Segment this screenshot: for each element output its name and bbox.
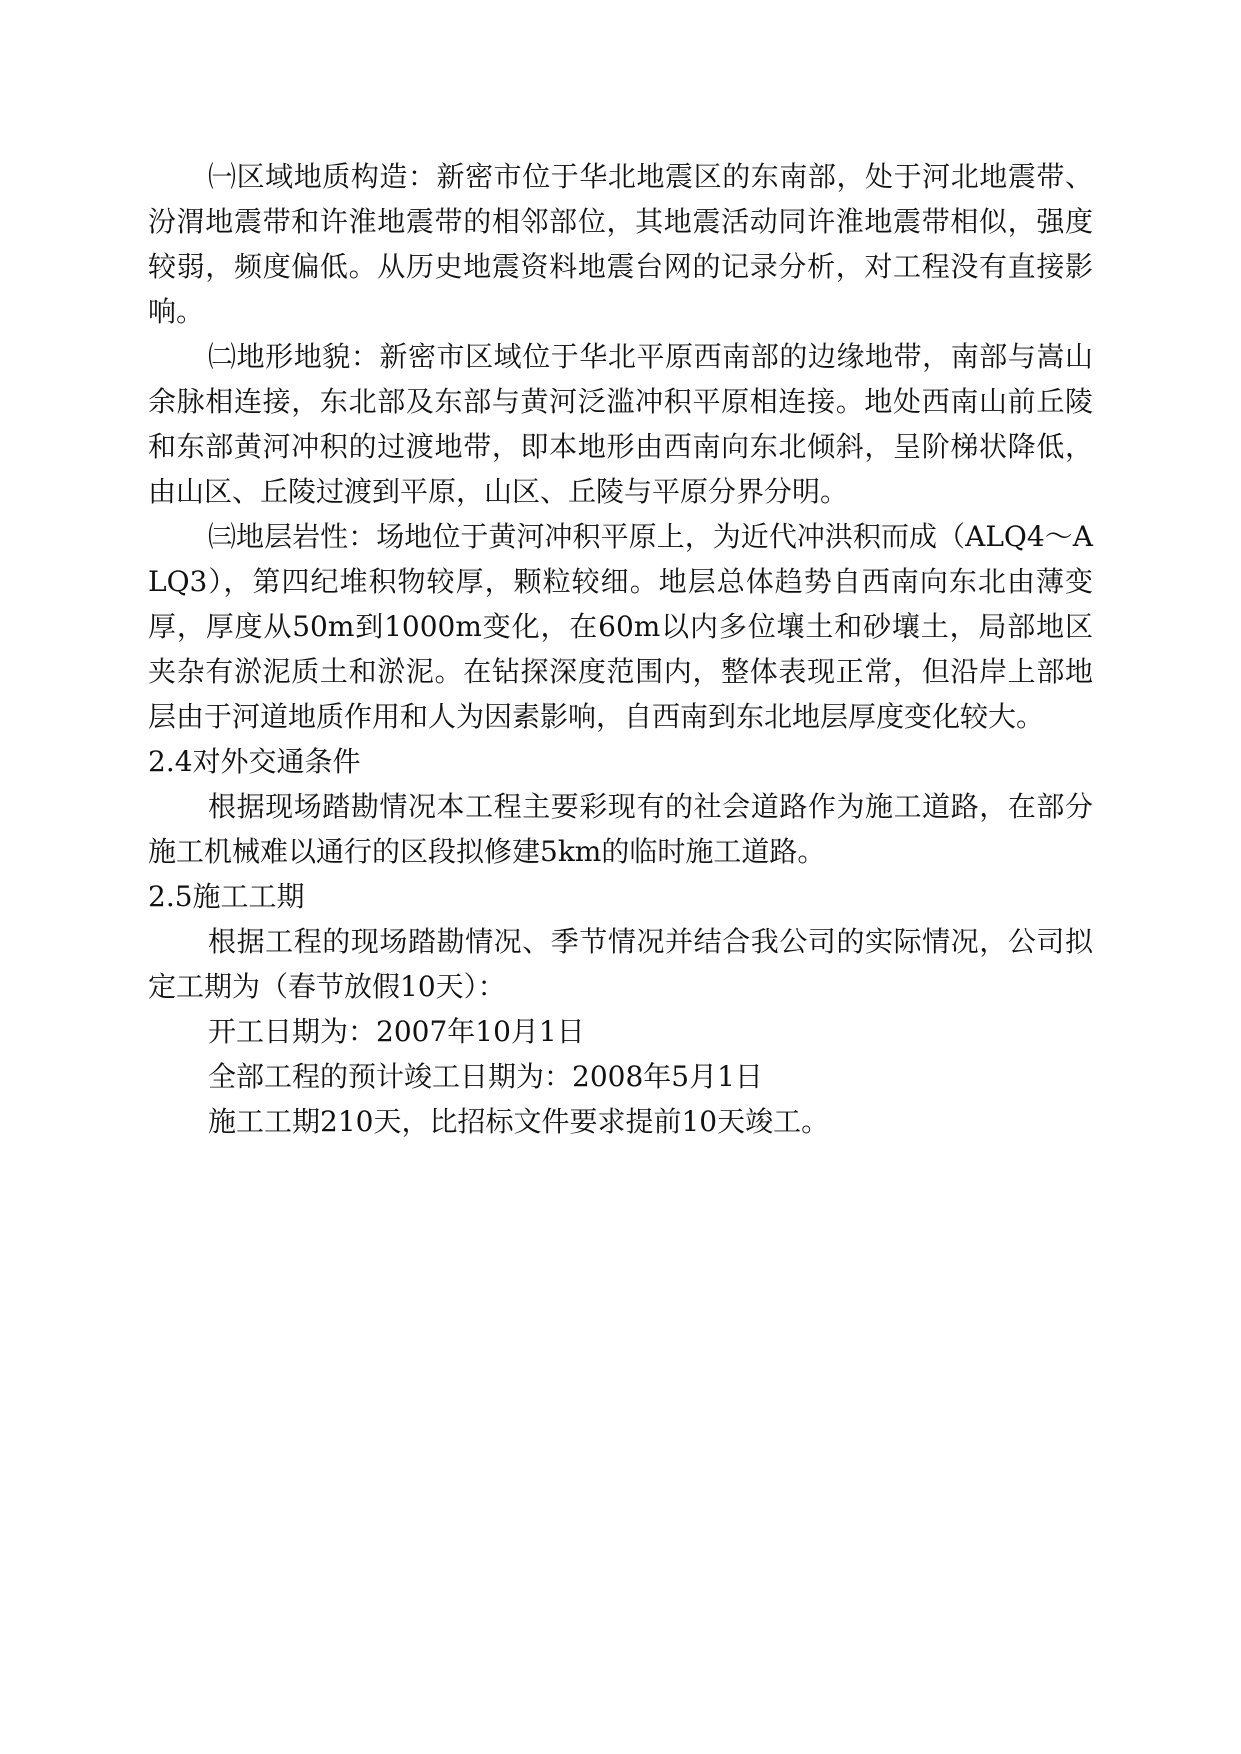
paragraph-regional-geology: ㈠区域地质构造：新密市位于华北地震区的东南部，处于河北地震带、汾渭地震带和许淮地震带的相邻部位，其地震活动同许淮地震带相似，强度较弱，频度偏低。从历史地震资料地震台网的记录分析，对工程没有直接影响。: [148, 160, 1093, 328]
section-heading-construction-period: 2.5施工工期: [148, 880, 305, 913]
paragraph-terrain-landform: ㈡地形地貌：新密市区域位于华北平原西南部的边缘地带，南部与嵩山余脉相连接，东北部及东部与黄河泛滥冲积平原相连接。地处西南山前丘陵和东部黄河冲积的过渡地带，即本地形由西南向东北倾斜，呈阶梯状降低，由山区、丘陵过渡到平原，山区、丘陵与平原分界分明。: [148, 340, 1093, 508]
paragraph-external-traffic: 根据现场踏勘情况本工程主要彩现有的社会道路作为施工道路，在部分施工机械难以通行的区段拟修建5km的临时施工道路。: [148, 790, 1093, 868]
document-body: [148, 154, 1093, 1144]
paragraph-construction-period: 根据工程的现场踏勘情况、季节情况并结合我公司的实际情况，公司拟定工期为（春节放假10天）：: [148, 925, 1093, 1003]
paragraph-stratum-lithology: ㈢地层岩性：场地位于黄河冲积平原上，为近代冲洪积而成（ALQ4～ALQ3），第四纪堆积物较厚，颗粒较细。地层总体趋势自西南向东北由薄变厚，厚度从50m到1000m变化，在60m以内多位壤土和砂壤土，局部地区夹杂有淤泥质土和淤泥。在钻探深度范围内，整体表现正常，但沿岸上部地层由于河道地质作用和人为因素影响，自西南到东北地层厚度变化较大。: [148, 520, 1093, 733]
section-heading-external-traffic: 2.4对外交通条件: [148, 745, 361, 778]
duration-line: 施工工期210天，比招标文件要求提前10天竣工。: [208, 1105, 830, 1138]
completion-date-line: 全部工程的预计竣工日期为：2008年5月1日: [208, 1060, 763, 1093]
start-date-line: 开工日期为：2007年10月1日: [208, 1015, 585, 1048]
